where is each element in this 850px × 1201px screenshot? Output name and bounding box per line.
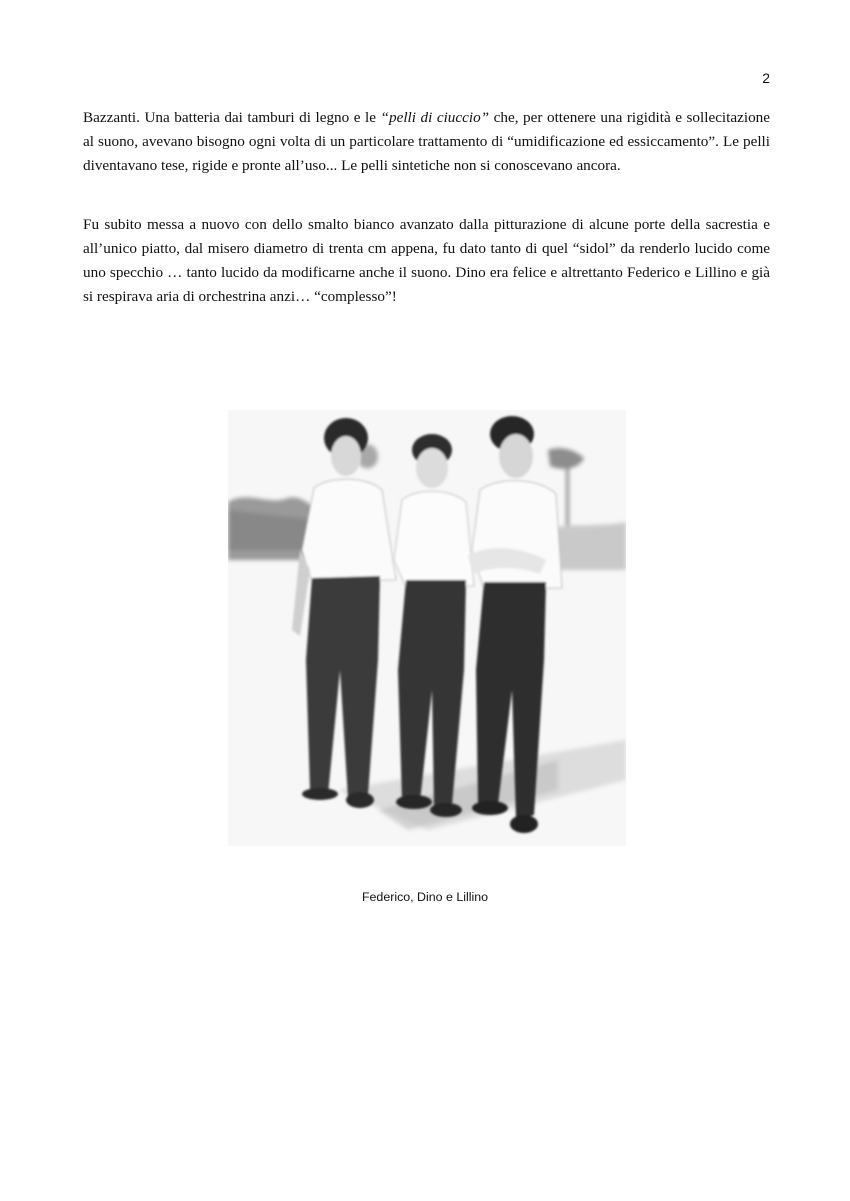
- paragraph-2: Fu subito messa a nuovo con dello smalto bianco avanzato dalla pitturazione di alcune porte della sacrestia e all’unico piatto, dal misero diametro di trenta cm appena, fu dato tanto di quel “sidol” da renderlo lucido come uno specchio … tanto lucido da modificarne anche il suono. Dino era felice e altrettanto Federico e Lillino e già si respirava aria di orchestrina anzi… “complesso”!: [83, 216, 770, 305]
- photo-illustration: [228, 410, 626, 846]
- paragraph-1: [83, 106, 770, 178]
- photo-three-young-men: [228, 410, 626, 846]
- page-number: 2: [762, 70, 770, 86]
- paragraph-1-text-start: Bazzanti. Una batteria dai tamburi di legno e le: [83, 109, 381, 126]
- paragraph-1-text-end: che, per ottenere una rigidità e sollecitazione al suono, avevano bisogno ogni volta di un particolare trattamento di “umidificazione ed essiccamento”. Le pelli diventavano tese, rigide e pronte all’uso... Le pelli sintetiche non si conoscevano ancora.: [83, 109, 771, 174]
- paragraph-1-italic-term: “pelli di ciuccio”: [380, 109, 490, 126]
- photo-caption: Federico, Dino e Lillino: [361, 890, 489, 904]
